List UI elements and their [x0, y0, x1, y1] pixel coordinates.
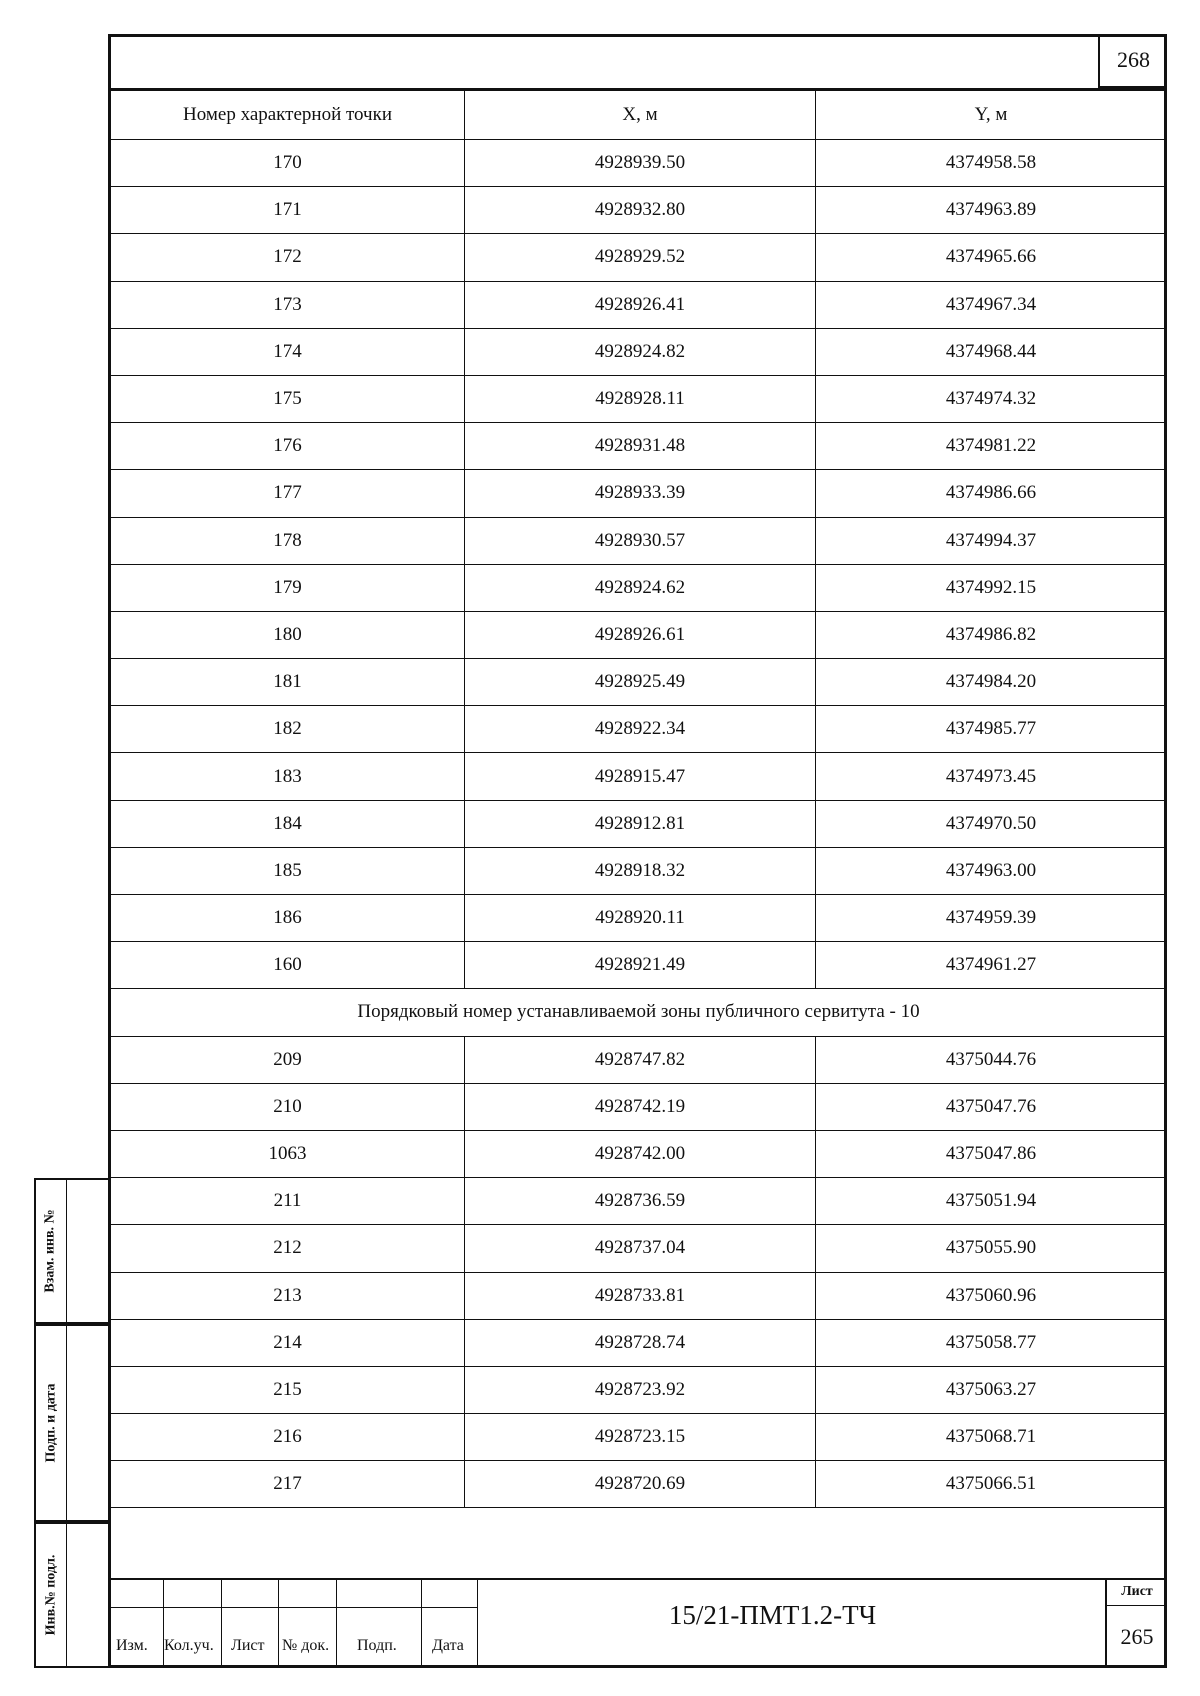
table-row [111, 1130, 1167, 1177]
table-row [111, 1036, 1167, 1083]
table-row [111, 470, 1167, 517]
x-cell: 4928915.47 [465, 753, 816, 800]
point-number-cell: 176 [111, 423, 465, 470]
header-x: X, м [465, 91, 816, 140]
sheet-box [1105, 1578, 1167, 1668]
y-cell: 4374985.77 [816, 706, 1167, 753]
section-title: Порядковый номер устанавливаемой зоны публичного сервитута - 10 [111, 989, 1167, 1036]
table-row [111, 706, 1167, 753]
stamp-vzam-label: Взам. инв. № [43, 1209, 59, 1293]
x-cell: 4928728.74 [465, 1319, 816, 1366]
table-row [111, 375, 1167, 422]
y-cell: 4374974.32 [816, 375, 1167, 422]
point-number-cell: 177 [111, 470, 465, 517]
tb-header-kol-uch: Кол.уч. [164, 1637, 214, 1654]
y-cell: 4374981.22 [816, 423, 1167, 470]
point-number-cell: 1063 [111, 1130, 465, 1177]
header-point-number: Номер характерной точки [111, 91, 465, 140]
x-cell: 4928723.15 [465, 1414, 816, 1461]
y-cell: 4374973.45 [816, 753, 1167, 800]
x-cell: 4928939.50 [465, 140, 816, 187]
table-row [111, 1414, 1167, 1461]
point-number-cell: 216 [111, 1414, 465, 1461]
x-cell: 4928922.34 [465, 706, 816, 753]
point-number-cell: 175 [111, 375, 465, 422]
point-number-cell: 210 [111, 1083, 465, 1130]
x-cell: 4928920.11 [465, 895, 816, 942]
table-row [111, 234, 1167, 281]
point-number-cell: 215 [111, 1366, 465, 1413]
x-cell: 4928723.92 [465, 1366, 816, 1413]
x-cell: 4928933.39 [465, 470, 816, 517]
point-number-cell: 183 [111, 753, 465, 800]
table-row [111, 753, 1167, 800]
point-number-cell: 170 [111, 140, 465, 187]
table-row [111, 1319, 1167, 1366]
point-number-cell: 179 [111, 564, 465, 611]
x-cell: 4928931.48 [465, 423, 816, 470]
y-cell: 4375060.96 [816, 1272, 1167, 1319]
y-cell: 4375058.77 [816, 1319, 1167, 1366]
x-cell: 4928918.32 [465, 847, 816, 894]
x-cell: 4928912.81 [465, 800, 816, 847]
x-cell: 4928926.41 [465, 281, 816, 328]
stamp-inv [34, 1522, 108, 1668]
x-cell: 4928737.04 [465, 1225, 816, 1272]
y-cell: 4374968.44 [816, 328, 1167, 375]
x-cell: 4928930.57 [465, 517, 816, 564]
point-number-cell: 178 [111, 517, 465, 564]
tb-header-podp: Подп. [357, 1637, 397, 1654]
point-number-cell: 171 [111, 187, 465, 234]
y-cell: 4374986.82 [816, 611, 1167, 658]
x-cell: 4928928.11 [465, 375, 816, 422]
point-number-cell: 184 [111, 800, 465, 847]
x-cell: 4928924.62 [465, 564, 816, 611]
x-cell: 4928926.61 [465, 611, 816, 658]
table-row [111, 423, 1167, 470]
x-cell: 4928921.49 [465, 942, 816, 989]
x-cell: 4928733.81 [465, 1272, 816, 1319]
tb-header-nodok: № док. [282, 1637, 330, 1654]
y-cell: 4374958.58 [816, 140, 1167, 187]
table-body [111, 140, 1167, 1508]
point-number-cell: 212 [111, 1225, 465, 1272]
table-row [111, 1272, 1167, 1319]
x-cell: 4928720.69 [465, 1461, 816, 1508]
y-cell: 4374992.15 [816, 564, 1167, 611]
y-cell: 4374967.34 [816, 281, 1167, 328]
sheet-number: 265 [1120, 1624, 1154, 1649]
x-cell: 4928932.80 [465, 187, 816, 234]
x-cell: 4928925.49 [465, 659, 816, 706]
table-row [111, 847, 1167, 894]
x-cell: 4928736.59 [465, 1178, 816, 1225]
page-top-number: 268 [1098, 34, 1167, 88]
point-number-cell: 172 [111, 234, 465, 281]
y-cell: 4374959.39 [816, 895, 1167, 942]
y-cell: 4374965.66 [816, 234, 1167, 281]
y-cell: 4375063.27 [816, 1366, 1167, 1413]
y-cell: 4375051.94 [816, 1178, 1167, 1225]
table-row [111, 564, 1167, 611]
stamp-vzam [34, 1178, 108, 1324]
point-number-cell: 180 [111, 611, 465, 658]
table-row [111, 895, 1167, 942]
point-number-cell: 217 [111, 1461, 465, 1508]
table-row [111, 1366, 1167, 1413]
stamp-podp [34, 1324, 108, 1522]
y-cell: 4375068.71 [816, 1414, 1167, 1461]
point-number-cell: 174 [111, 328, 465, 375]
document-code: 15/21-ПМТ1.2-ТЧ [668, 1600, 877, 1630]
y-cell: 4374963.89 [816, 187, 1167, 234]
y-cell: 4374986.66 [816, 470, 1167, 517]
point-number-cell: 214 [111, 1319, 465, 1366]
table-row [111, 517, 1167, 564]
y-cell: 4374970.50 [816, 800, 1167, 847]
sheet-label: Лист [1107, 1578, 1167, 1606]
point-number-cell: 186 [111, 895, 465, 942]
tb-header-list: Лист [231, 1637, 265, 1654]
x-cell: 4928742.00 [465, 1130, 816, 1177]
table-row [111, 1225, 1167, 1272]
table-row [111, 328, 1167, 375]
table-row [111, 281, 1167, 328]
y-cell: 4375047.76 [816, 1083, 1167, 1130]
y-cell: 4375066.51 [816, 1461, 1167, 1508]
table-row [111, 659, 1167, 706]
y-cell: 4374963.00 [816, 847, 1167, 894]
point-number-cell: 213 [111, 1272, 465, 1319]
x-cell: 4928747.82 [465, 1036, 816, 1083]
point-number-cell: 209 [111, 1036, 465, 1083]
stamp-inv-label: Инв.№ подл. [43, 1554, 58, 1636]
point-number-cell: 211 [111, 1178, 465, 1225]
table-header-row [111, 91, 1167, 140]
y-cell: 4375055.90 [816, 1225, 1167, 1272]
point-number-cell: 173 [111, 281, 465, 328]
x-cell: 4928929.52 [465, 234, 816, 281]
header-y: Y, м [816, 91, 1167, 140]
table-row [111, 1461, 1167, 1508]
y-cell: 4374984.20 [816, 659, 1167, 706]
y-cell: 4374961.27 [816, 942, 1167, 989]
table-row [111, 187, 1167, 234]
table-row [111, 1083, 1167, 1130]
coordinates-table [110, 90, 1167, 1508]
table-row [111, 611, 1167, 658]
x-cell: 4928742.19 [465, 1083, 816, 1130]
point-number-cell: 160 [111, 942, 465, 989]
table-row [111, 800, 1167, 847]
stamp-podp-label: Подп. и дата [43, 1383, 58, 1463]
table-row [111, 1178, 1167, 1225]
point-number-cell: 181 [111, 659, 465, 706]
section-row [111, 989, 1167, 1036]
point-number-cell: 185 [111, 847, 465, 894]
y-cell: 4374994.37 [816, 517, 1167, 564]
y-cell: 4375044.76 [816, 1036, 1167, 1083]
tb-header-izm: Изм. [116, 1637, 148, 1654]
point-number-cell: 182 [111, 706, 465, 753]
y-cell: 4375047.86 [816, 1130, 1167, 1177]
table-row [111, 942, 1167, 989]
x-cell: 4928924.82 [465, 328, 816, 375]
tb-header-data: Дата [432, 1637, 464, 1654]
table-row [111, 140, 1167, 187]
